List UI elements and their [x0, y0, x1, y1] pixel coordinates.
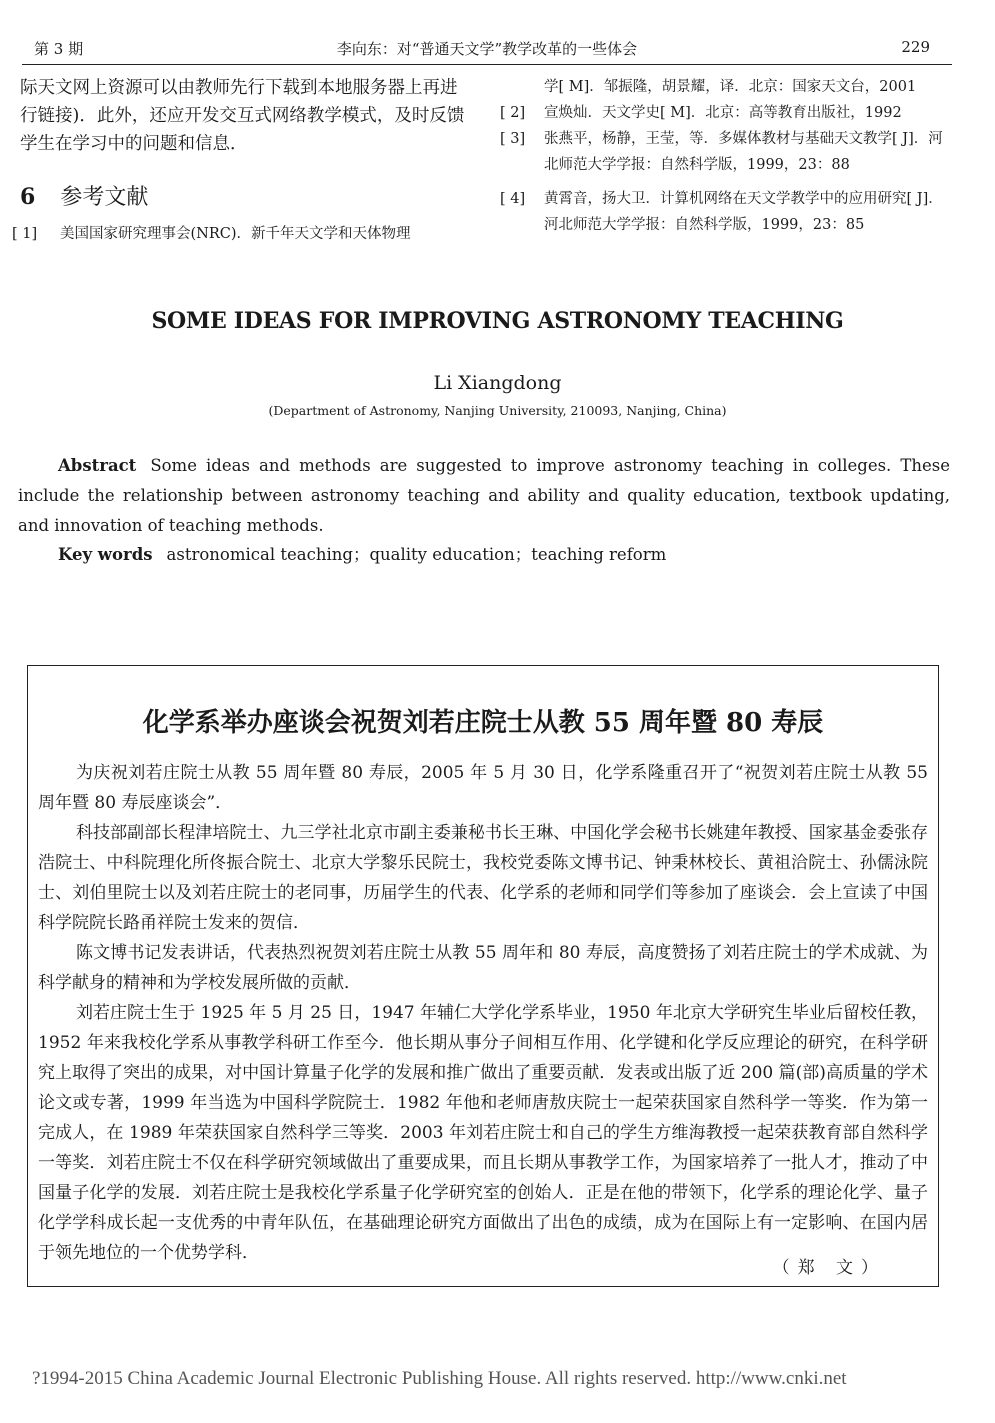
abstract-label: Abstract [58, 456, 137, 475]
issue-number: 第 3 期 [34, 40, 84, 58]
running-header [22, 34, 952, 65]
reference-number: [ 1] [12, 226, 38, 242]
english-author: Li Xiangdong [433, 372, 562, 394]
section-number: 6 [20, 184, 36, 210]
section-heading [20, 180, 468, 211]
reference-item [12, 221, 468, 247]
news-paragraph: 为庆祝刘若庄院士从教 55 周年暨 80 寿辰，2005 年 5 月 30 日，化学系隆重召开了“祝贺刘若庄院士从教 55 周年暨 80 寿辰座谈会”． [38, 763, 928, 813]
news-paragraph: 科技部副部长程津培院士、九三学社北京市副主委兼秘书长王琳、中国化学会秘书长姚建年教授、国家基金委张存浩院士、中科院理化所佟振合院士、北京大学黎乐民院士，我校党委陈文博书记、钟秉林校长、黄祖洽院士、孙儒泳院士、刘伯里院士以及刘若庄院士的老同事，历届学生的代表、化学系的老师和同学们等参加了座谈会．会上宣读了中国科学院院长路甬祥院士发来的贺信． [38, 823, 928, 933]
news-paragraph: 刘若庄院士生于 1925 年 5 月 25 日，1947 年辅仁大学化学系毕业，1950 年北京大学研究生毕业后留校任教，1952 年来我校化学系从事教学科研工作至今．他长期从事分子间相互作用、化学键和化学反应理论的研究，在科学研究上取得了突出的成果，对中国计算量子化学的发展和推广做出了重要贡献．发表或出版了近 200 篇(部)高质量的学术论文或专著，1999 年当选为中国科学院院士．1982 年他和老师唐敖庆院士一起荣获国家自然科学一等奖．作为第一完成人，在 1989 年荣获国家自然科学三等奖．2003 年刘若庄院士和自己的学生方维海教授一起荣获教育部自然科学一等奖．刘若庄院士不仅在科学研究领域做出了重要成果，而且长期从事教学工作，为国家培养了一批人才，推动了中国量子化学的发展．刘若庄院士是我校化学系量子化学研究室的创始人．正是在他的带领下，化学系的理论化学、量子化学学科成长起一支优秀的中青年队伍，在基础理论研究方面做出了出色的成绩，成为在国际上有一定影响、在国内居于领先地位的一个优势学科． [38, 1003, 928, 1263]
page-number: 229 [901, 38, 930, 56]
news-title: 化学系举办座谈会祝贺刘若庄院士从教 55 周年暨 80 寿辰 [142, 708, 824, 738]
reference-item [500, 100, 955, 126]
news-box [27, 665, 939, 1287]
body-paragraph: 际天文网上资源可以由教师先行下载到本地服务器上再进行链接)．此外，还应开发交互式网络教学模式，及时反馈学生在学习中的问题和信息． [20, 78, 465, 154]
reference-text: 美国国家研究理事会(NRC)．新千年天文学和天体物理 [60, 226, 411, 242]
reference-text: 宣焕灿．天文学史[ M]．北京：高等教育出版社，1992 [544, 105, 902, 121]
reference-number: [ 2] [500, 105, 526, 121]
english-title: SOME IDEAS FOR IMPROVING ASTRONOMY TEACHING [151, 308, 844, 334]
right-column [500, 74, 955, 238]
english-abstract [18, 451, 950, 541]
reference-item [500, 186, 955, 238]
section-title: 参考文献 [60, 185, 149, 210]
abstract-text: Some ideas and methods are suggested to improve astronomy teaching in colleges. These include the relationship between astronomy teaching and ability and quality education, textbook updating, and innovation of teaching methods. [18, 456, 950, 535]
left-column [12, 74, 468, 247]
reference-number: [ 4] [500, 191, 526, 207]
keywords-text: astronomical teaching；quality education；teaching reform [166, 545, 667, 564]
reference-item [500, 126, 955, 178]
english-keywords [58, 540, 666, 570]
news-author: （郑 文） [772, 1258, 886, 1278]
news-body [38, 758, 928, 1268]
reference-number: [ 3] [500, 131, 526, 147]
english-affiliation: (Department of Astronomy, Nanjing University, 210093, Nanjing, China) [268, 403, 727, 418]
reference-text: 张燕平，杨静，王莹，等．多媒体教材与基础天文教学[ J]．河北师范大学学报：自然科学版，1999，23：88 [544, 131, 943, 173]
reference-continuation: 学[ M]．邹振隆，胡景耀，译．北京：国家天文台，2001 [544, 79, 917, 95]
keywords-label: Key words [58, 545, 153, 564]
reference-text: 黄霄音，扬大卫．计算机网络在天文学教学中的应用研究[ J]．河北师范大学学报：自然科学版，1999，23：85 [544, 191, 943, 233]
running-title: 李向东：对“普通天文学”教学改革的一些体会 [336, 40, 638, 58]
news-paragraph: 陈文博书记发表讲话，代表热烈祝贺刘若庄院士从教 55 周年和 80 寿辰，高度赞扬了刘若庄院士的学术成就、为科学献身的精神和为学校发展所做的贡献． [38, 943, 928, 993]
copyright-footer: ?1994-2015 China Academic Journal Electronic Publishing House. All rights reserved. http://www.cnki.net [32, 1368, 847, 1389]
